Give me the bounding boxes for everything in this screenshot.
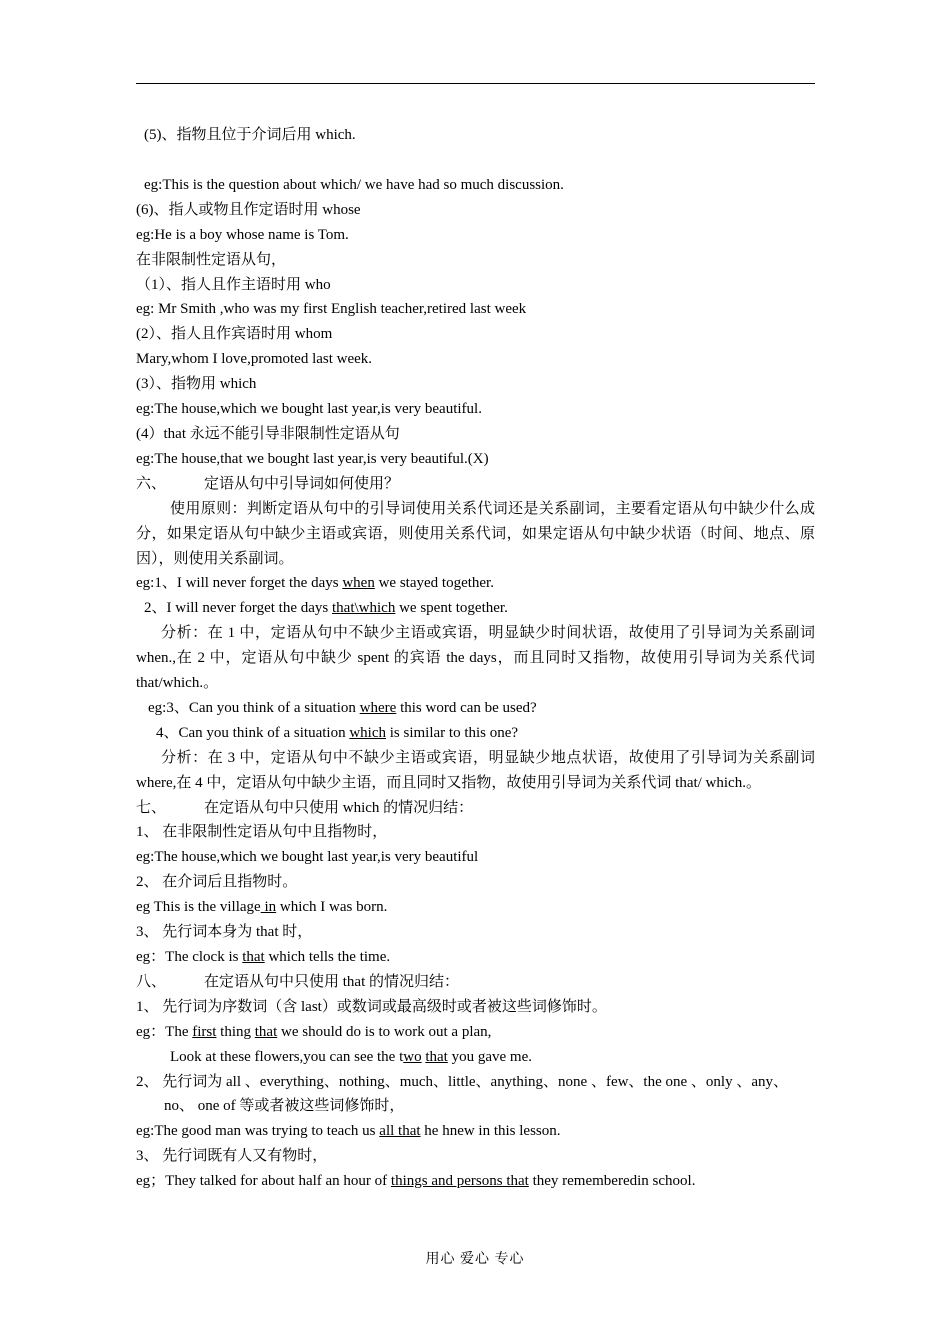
underlined-word: in (260, 899, 277, 916)
text-line: (2）、指人且作宾语时用 whom (136, 326, 333, 343)
text-line: (5)、指物且位于介词后用 which. (144, 127, 356, 143)
underlined-word: wo (403, 1048, 422, 1065)
underlined-word: that\which (332, 600, 396, 617)
analysis-paragraph: 分析：在 1 中，定语从句中不缺少主语或宾语，明显缺少时间状语，故使用了引导词为关系副词 when.,在 2 中，定语从句中缺少 spent 的宾语 the days，而且同时又指物，故使用引导词为关系代词 that/which.。 (136, 625, 815, 692)
header-rule (136, 83, 815, 84)
example-line: eg:The house,which we bought last year,is very beautiful (136, 849, 479, 866)
example-line: eg:The house,that we bought last year,is very beautiful.(X) (136, 450, 489, 467)
example-line: eg:The good man was trying to teach us all that he hnew in this lesson. (136, 1123, 561, 1140)
underlined-word: which (349, 724, 386, 741)
text-line: (4）that 永远不能引导非限制性定语从句 (136, 425, 400, 442)
text-line: (6)、指人或物且作定语时用 whose (136, 201, 361, 218)
example-line: eg：The clock is that which tells the time. (136, 949, 391, 965)
text-line: (3）、指物用 which (136, 376, 257, 393)
example-line: eg:1、I will never forget the days when we stayed together. (136, 575, 494, 592)
example-line: eg:This is the question about which/ we have had so much discussion. (144, 176, 564, 193)
underlined-word: that (242, 949, 265, 965)
underlined-word: things and persons that (390, 1173, 529, 1190)
list-item: 3、 先行词既有人又有物时， (136, 1148, 328, 1165)
list-item: 2、 在介词后且指物时。 (136, 874, 298, 891)
analysis-paragraph: 分析：在 3 中，定语从句中不缺少主语或宾语，明显缺少地点状语，故使用了引导词为关系副词 where,在 4 中，定语从句中缺少主语，而且同时又指物，故使用引导词为关系代词 that/ which.。 (136, 749, 815, 791)
underlined-word: all (379, 1123, 399, 1140)
underlined-word: when (342, 575, 375, 592)
section-number: 八、 (136, 973, 167, 990)
page-footer: 用心 爱心 专心 (425, 1252, 525, 1267)
example-line: eg This is the village in which I was born. (136, 899, 388, 916)
underlined-word: first (192, 1023, 217, 1040)
text-line: 在非限制性定语从句， (136, 251, 287, 268)
example-line: Mary,whom I love,promoted last week. (136, 351, 373, 368)
example-line: eg：The first thing that we should do is to work out a plan, (136, 1023, 492, 1040)
example-line: Look at these flowers,you can see the two that you gave me. (170, 1048, 532, 1065)
document-body (136, 123, 815, 1194)
section-number: 六、 (136, 475, 167, 492)
list-item: 1、 先行词为序数词（含 last）或数词或最高级时或者被这些词修饰时。 (136, 998, 607, 1015)
section-heading-6 (136, 472, 815, 497)
underlined-word: that (398, 1123, 421, 1140)
paragraph-principle: 使用原则：判断定语从句中的引导词使用关系代词还是关系副词，主要看定语从句中缺少什么成分，如果定语从句中缺少主语或宾语，则使用关系代词，如果定语从句中缺少状语（时间、地点、原因），则使用关系副词。 (136, 500, 815, 567)
section-number: 七、 (136, 799, 167, 816)
example-line: eg: Mr Smith ,who was my first English teacher,retired last week (136, 301, 527, 318)
section-heading-7 (136, 796, 815, 821)
section-title: 在定语从句中只使用 which 的情况归结： (204, 799, 474, 816)
section-title: 定语从句中引导词如何使用？ (204, 475, 400, 492)
section-title: 在定语从句中只使用 that 的情况归结： (204, 973, 459, 990)
example-line: eg:He is a boy whose name is Tom. (136, 226, 349, 243)
example-line: eg；They talked for about half an hour of things and persons that they rememberedin school. (136, 1173, 696, 1190)
underlined-word: that (425, 1048, 448, 1065)
example-line: 2、I will never forget the days that\which we spent together. (144, 600, 508, 617)
example-line: eg:3、Can you think of a situation where this word can be used? (148, 699, 537, 716)
text-line: （1）、指人且作主语时用 who (136, 276, 331, 293)
section-heading-8 (136, 970, 815, 995)
example-line: 4、Can you think of a situation which is similar to this one? (156, 724, 519, 741)
underlined-word: that (254, 1023, 278, 1040)
list-item: 1、 在非限制性定语从句中且指物时， (136, 824, 388, 841)
list-item: 2、 先行词为 all 、everything、nothing、much、little、anything、none 、few、the one 、only 、any、no、 one of 等或者被这些词修饰时， (136, 1073, 788, 1115)
example-line: eg:The house,which we bought last year,is very beautiful. (136, 401, 482, 418)
underlined-word: where (359, 699, 397, 716)
list-item: 3、 先行词本身为 that 时， (136, 924, 313, 941)
